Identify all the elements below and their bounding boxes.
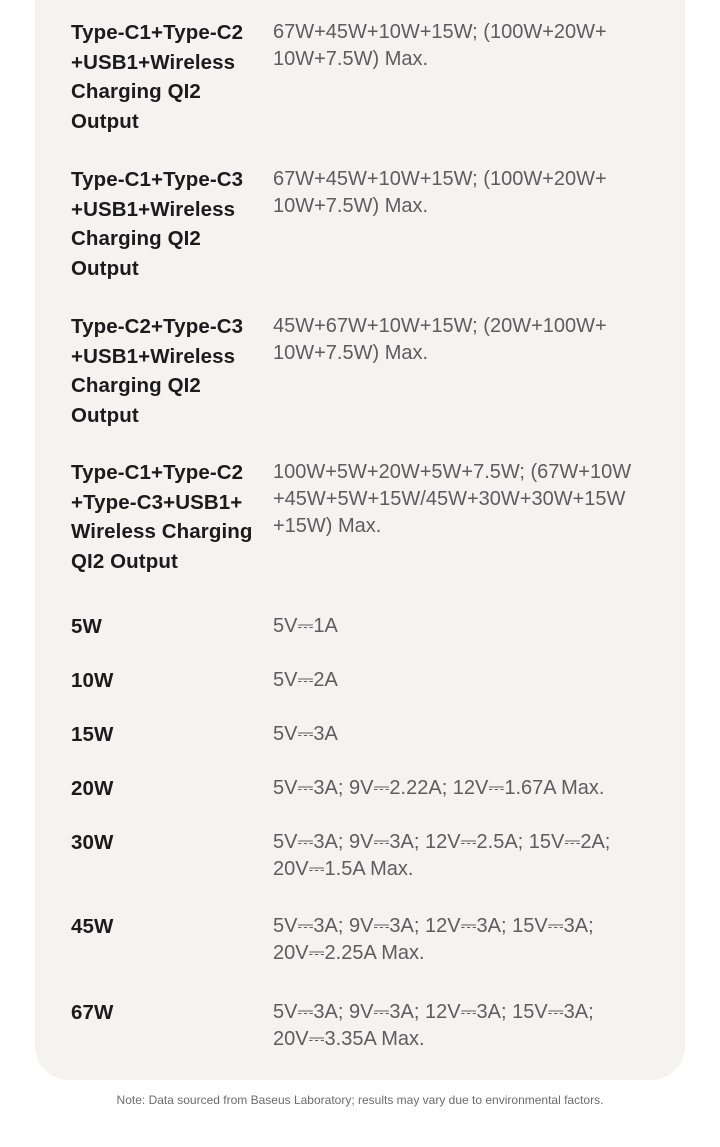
spec-label: Type-C1+Type-C2 +USB1+Wireless Charging QI2 Output [71,21,244,133]
spec-label: Type-C1+Type-C3 +USB1+Wireless Charging QI2 Output [71,168,244,280]
spec-label: 5W [71,615,102,638]
disclaimer-note: Note: Data sourced from Baseus Laboratory; results may vary due to environmental factors. [116,1093,604,1107]
spec-label: Type-C1+Type-C2 +Type-C3+USB1+ Wireless Charging QI2 Output [71,461,253,573]
spec-value: 5V⎓2A [273,669,338,691]
spec-label: Type-C2+Type-C3 +USB1+Wireless Charging QI2 Output [71,315,244,427]
spec-row [71,828,671,912]
spec-value: 67W+45W+10W+15W; (100W+20W+ 10W+7.5W) Max. [273,168,607,217]
spec-row [71,612,671,666]
spec-label: 30W [71,831,114,854]
spec-label: 15W [71,723,114,746]
spec-label: 67W [71,1001,114,1024]
spec-label: 45W [71,915,114,938]
spec-row [71,720,671,774]
spec-value: 67W+45W+10W+15W; (100W+20W+ 10W+7.5W) Max. [273,21,607,70]
spec-value: 45W+67W+10W+15W; (20W+100W+ 10W+7.5W) Max. [273,315,607,364]
spec-row [71,998,671,1058]
spec-value: 5V⎓3A; 9V⎓2.22A; 12V⎓1.67A Max. [273,777,605,799]
spec-label: 20W [71,777,114,800]
spec-value: 5V⎓3A; 9V⎓3A; 12V⎓2.5A; 15V⎓2A; 20V⎓1.5A Max. [273,831,611,880]
spec-value: 5V⎓3A [273,723,338,745]
spec-table [71,18,671,1058]
spec-row [71,165,671,312]
spec-row [71,666,671,720]
spec-row [71,312,671,458]
spec-row [71,458,671,612]
spec-row [71,774,671,828]
spec-value: 5V⎓1A [273,615,338,637]
spec-row [71,18,671,165]
spec-value: 100W+5W+20W+5W+7.5W; (67W+10W +45W+5W+15W/45W+30W+30W+15W +15W) Max. [273,461,632,537]
spec-value: 5V⎓3A; 9V⎓3A; 12V⎓3A; 15V⎓3A; 20V⎓2.25A Max. [273,915,594,964]
spec-row [71,912,671,998]
spec-label: 10W [71,669,114,692]
spec-value: 5V⎓3A; 9V⎓3A; 12V⎓3A; 15V⎓3A; 20V⎓3.35A Max. [273,1001,594,1050]
